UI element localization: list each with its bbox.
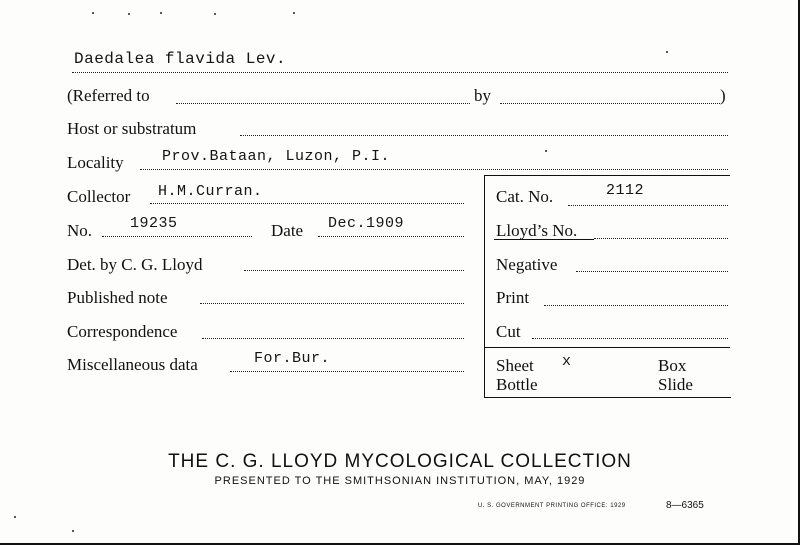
det-by-label: Det. by C. G. Lloyd bbox=[67, 255, 203, 274]
lloyds-no-line[interactable] bbox=[594, 238, 728, 239]
print-label: Print bbox=[496, 288, 530, 307]
collector-line[interactable] bbox=[150, 203, 464, 204]
collection-title: THE C. G. LLOYD MYCOLOGICAL COLLECTION bbox=[168, 451, 632, 472]
number-line[interactable] bbox=[102, 236, 252, 237]
slide-label: Slide bbox=[658, 375, 693, 394]
printer-credit: U. S. GOVERNMENT PRINTING OFFICE: 1929 bbox=[478, 503, 626, 509]
cat-no-label: Cat. No. bbox=[496, 187, 554, 206]
catalog-divider bbox=[484, 347, 730, 348]
form-code: 8—6365 bbox=[666, 500, 704, 511]
box-label: Box bbox=[658, 356, 687, 375]
det-by-line[interactable] bbox=[244, 270, 464, 271]
collection-subtitle: PRESENTED TO THE SMITHSONIAN INSTITUTION, MAY, 1929 bbox=[214, 475, 586, 487]
referred-close-paren: ) bbox=[720, 86, 726, 105]
host-line[interactable] bbox=[240, 135, 728, 136]
scan-speck bbox=[14, 516, 16, 518]
host-label: Host or substratum bbox=[67, 119, 197, 138]
cut-label: Cut bbox=[496, 322, 521, 341]
number-label: No. bbox=[67, 221, 93, 240]
lloyds-no-label: Lloyd’s No. bbox=[496, 221, 578, 240]
date-label: Date bbox=[271, 221, 304, 240]
cat-no-value: 2112 bbox=[606, 182, 645, 199]
collector-label: Collector bbox=[67, 187, 131, 206]
published-note-line[interactable] bbox=[200, 303, 464, 304]
locality-label: Locality bbox=[67, 153, 124, 172]
species-line bbox=[72, 72, 728, 73]
scan-speck bbox=[214, 13, 216, 15]
scan-speck bbox=[293, 12, 295, 14]
species-name: Daedalea flavida Lev. bbox=[74, 50, 287, 68]
misc-data-line[interactable] bbox=[230, 371, 464, 372]
sheet-mark: x bbox=[562, 353, 572, 370]
published-note-label: Published note bbox=[67, 288, 168, 307]
scan-speck bbox=[128, 13, 130, 15]
scan-speck bbox=[92, 12, 94, 14]
misc-data-label: Miscellaneous data bbox=[67, 355, 198, 374]
print-line[interactable] bbox=[544, 305, 728, 306]
referred-by-label: by bbox=[474, 86, 491, 105]
cat-no-line[interactable] bbox=[568, 205, 728, 206]
cut-line[interactable] bbox=[532, 338, 728, 339]
referred-to-label: (Referred to bbox=[67, 86, 150, 105]
scan-speck bbox=[160, 12, 162, 14]
correspondence-line[interactable] bbox=[202, 338, 464, 339]
scan-speck bbox=[72, 530, 74, 532]
sheet-label: Sheet bbox=[496, 356, 534, 375]
scan-speck bbox=[666, 51, 668, 53]
date-line[interactable] bbox=[318, 236, 464, 237]
misc-data-value: For.Bur. bbox=[254, 350, 331, 367]
lloyds-no-underline bbox=[494, 239, 594, 240]
scan-speck bbox=[545, 150, 547, 152]
date-value: Dec.1909 bbox=[328, 215, 405, 232]
negative-line[interactable] bbox=[576, 271, 728, 272]
number-value: 19235 bbox=[130, 215, 178, 232]
referred-to-line[interactable] bbox=[176, 103, 470, 104]
correspondence-label: Correspondence bbox=[67, 322, 178, 341]
collector-value: H.M.Curran. bbox=[158, 183, 263, 200]
negative-label: Negative bbox=[496, 255, 558, 274]
bottle-label: Bottle bbox=[496, 375, 538, 394]
locality-value: Prov.Bataan, Luzon, P.I. bbox=[162, 148, 391, 165]
referred-by-line[interactable] bbox=[500, 103, 720, 104]
locality-line[interactable] bbox=[140, 169, 728, 170]
